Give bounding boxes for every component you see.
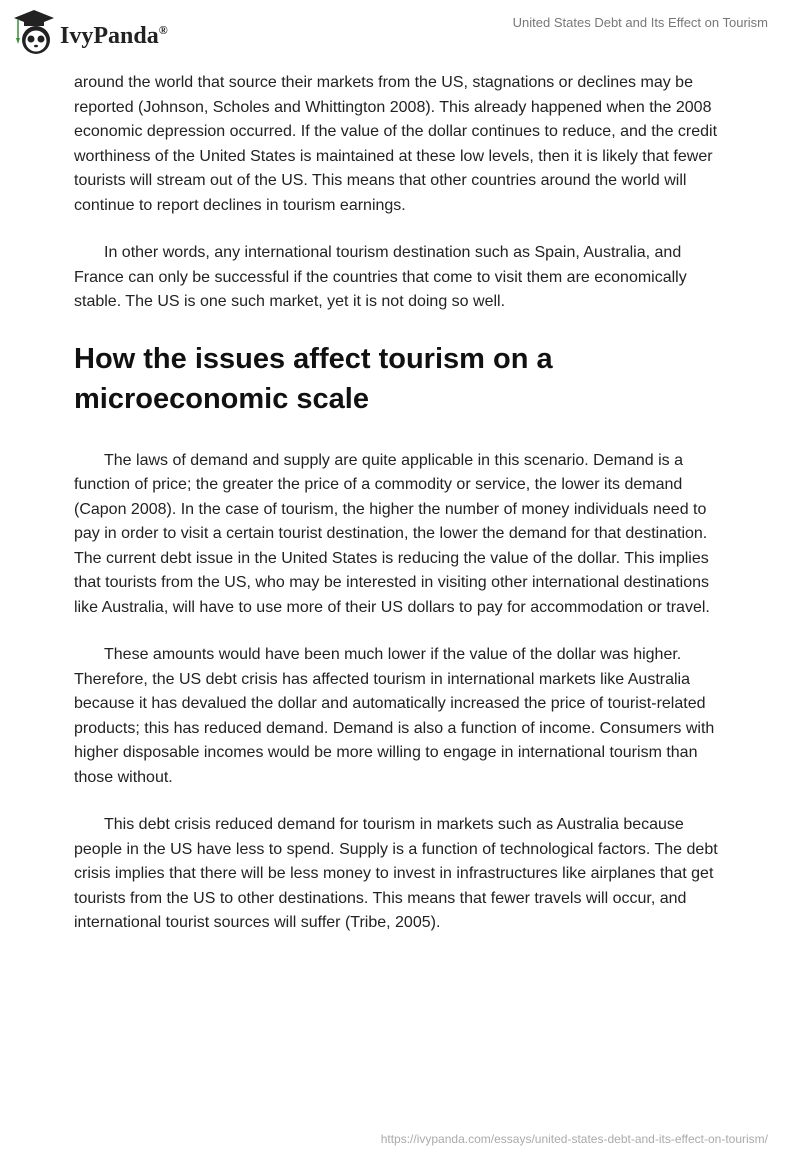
panda-graduate-icon (12, 8, 56, 56)
source-url[interactable]: https://ivypanda.com/essays/united-states-debt-and-its-effect-on-tourism/ (380, 1132, 768, 1146)
paragraph: The laws of demand and supply are quite applicable in this scenario. Demand is a function of price; the greater the price of a commodity or service, the lower its demand (Capon 2008). In the case of tourism, the higher the number of money individuals need to pay in order to visit a certain tourist destination, the lower the demand for that destination. The current debt issue in the United States is reducing the value of the dollar. This implies that tourists from the US, who may be interested in visiting other international destinations like Australia, will have to use more of their US dollars to pay for accommodation or travel. (74, 451, 710, 616)
page-header (0, 0, 800, 60)
paragraph: These amounts would have been much lower if the value of the dollar was higher. Therefore, the US debt crisis has affected tourism in international markets like Australia because it has devalued the dollar and automatically increased the price of tourist-related products; this has reduced demand. Demand is also a function of income. Consumers with higher disposable incomes would be more willing to engage in international tourism than those without. (74, 646, 715, 786)
paragraph: This debt crisis reduced demand for tourism in markets such as Australia because people in the US have less to spend. Supply is a function of technological factors. The debt crisis implies that there will be less money to invest in infrastructures like airplanes that get tourists from the US to other destinations. This means that fewer travels will occur, and international tourist sources will suffer (Tribe, 2005). (74, 816, 718, 931)
ivypanda-logo[interactable] (12, 8, 168, 56)
paragraph: around the world that source their markets from the US, stagnations or declines may be reported (Johnson, Scholes and Whittington 2008). This already happened when the 2008 economic depression occurred. If the value of the dollar continues to reduce, and the credit worthiness of the United States is maintained at these low levels, then it is likely that fewer tourists will stream out of the US. This means that other countries around the world will continue to report declines in tourism earnings. (74, 74, 718, 214)
essay-content (74, 71, 726, 959)
logo-wordmark: IvyPanda (60, 22, 159, 49)
section-heading: How the issues affect tourism on a microeconomic scale (74, 342, 553, 415)
logo-text (60, 23, 168, 50)
paragraph: In other words, any international tourism destination such as Spain, Australia, and France can only be successful if the countries that come to visit them are economically stable. The US is one such market, yet it is not doing so well. (74, 244, 687, 310)
registered-mark: ® (158, 22, 168, 37)
document-title: United States Debt and Its Effect on Tourism (512, 15, 768, 30)
